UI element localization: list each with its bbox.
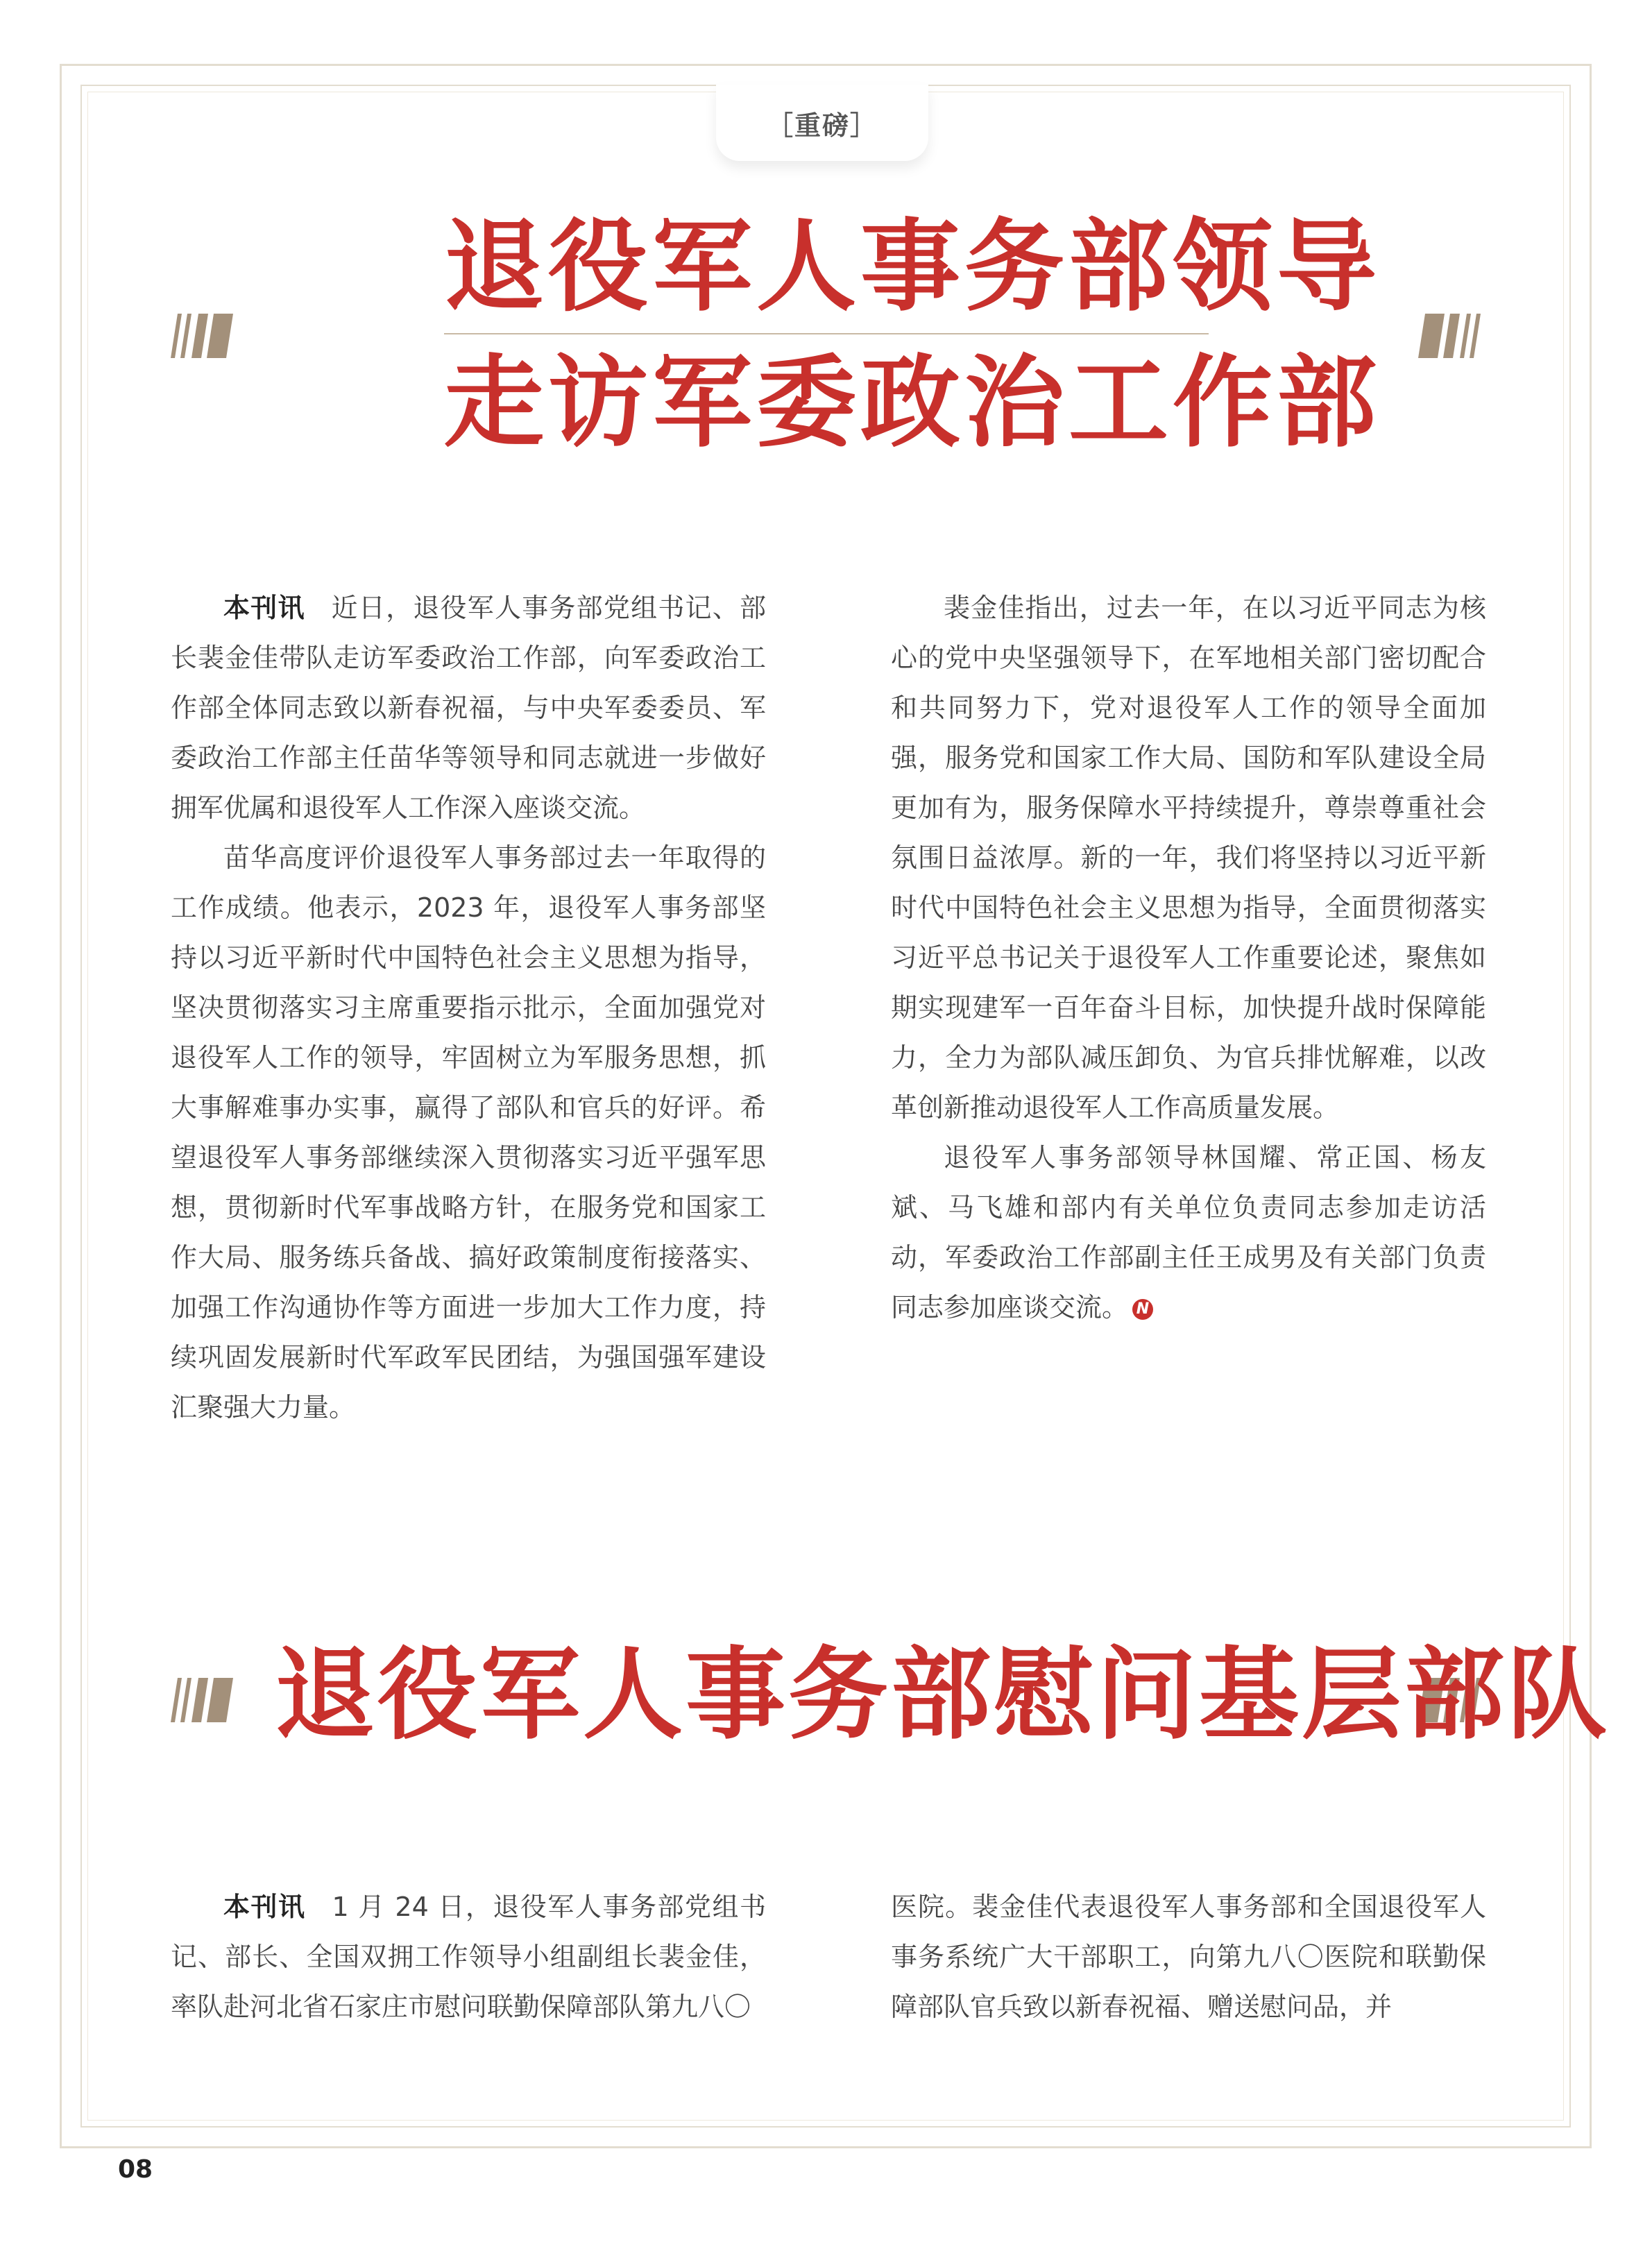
article1-lead: 本刊讯 [223,593,305,623]
left-stripes-icon [171,314,233,358]
article1-para3: 裴金佳指出，过去一年，在以习近平同志为核心的党中央坚强领导下，在军地相关部门密切配合和共同努力下，党对退役军人工作的领导全面加强，服务党和国家工作大局、国防和军队建设全局更加有为，服务保障水平持续提升，尊崇尊重社会氛围日益浓厚。新的一年，我们将坚持以习近平新时代中国特色社会主义思想为指导，全面贯彻落实习近平总书记关于退役军人工作重要论述，聚焦如期实现建军一百年奋斗目标，加快提升战时保障能力，全力为部队减压卸负、为官兵排忧解难，以改革创新推动退役军人工作高质量发展。 [891,593,1486,1123]
article1-title-line2: 走访军委政治工作部 [444,343,1381,461]
right-stripes-icon [1418,314,1481,358]
article1-column-right [891,583,1486,1332]
article2-column-left [171,1882,766,2032]
title-divider [444,333,1209,334]
article2-lead: 本刊讯 [223,1892,306,1922]
article2-column-right [891,1882,1486,2032]
section-tag: ［重磅］ [716,85,928,161]
article2-title: 退役军人事务部慰问基层部队 [275,1636,1610,1753]
end-mark-icon: N [1132,1299,1153,1320]
article1-para2: 苗华高度评价退役军人事务部过去一年取得的工作成绩。他表示，2023 年，退役军人事务部坚持以习近平新时代中国特色社会主义思想为指导，坚决贯彻落实习主席重要指示批示，全面加强党对退役军人工作的领导，牢固树立为军服务思想，抓大事解难事办实事，赢得了部队和官兵的好评。希望退役军人事务部继续深入贯彻落实习近平强军思想，贯彻新时代军事战略方针，在服务党和国家工作大局、服务练兵备战、搞好政策制度衔接落实、加强工作沟通协作等方面进一步加大工作力度，持续巩固发展新时代军政军民团结，为强国强军建设汇聚强大力量。 [171,842,766,1423]
article1-title-line1: 退役军人事务部领导 [444,207,1381,325]
article1-column-left [171,583,766,1432]
page-number: 08 [118,2155,153,2184]
article2-para1-right: 医院。裴金佳代表退役军人事务部和全国退役军人事务系统广大干部职工，向第九八〇医院和联勤保障部队官兵致以新春祝福、赠送慰问品，并 [891,1892,1486,2022]
article1-para1: 近日，退役军人事务部党组书记、部长裴金佳带队走访军委政治工作部，向军委政治工作部全体同志致以新春祝福，与中央军委委员、军委政治工作部主任苗华等领导和同志就进一步做好拥军优属和退役军人工作深入座谈交流。 [171,593,766,823]
article1-para4: 退役军人事务部领导林国耀、常正国、杨友斌、马飞雄和部内有关单位负责同志参加走访活动，军委政治工作部副主任王成男及有关部门负责同志参加座谈交流。 [891,1142,1486,1323]
left-stripes-icon-2 [171,1678,233,1722]
article2-para1-left: 1 月 24 日，退役军人事务部党组书记、部长、全国双拥工作领导小组副组长裴金佳，率队赴河北省石家庄市慰问联勤保障部队第九八〇 [171,1892,766,2022]
